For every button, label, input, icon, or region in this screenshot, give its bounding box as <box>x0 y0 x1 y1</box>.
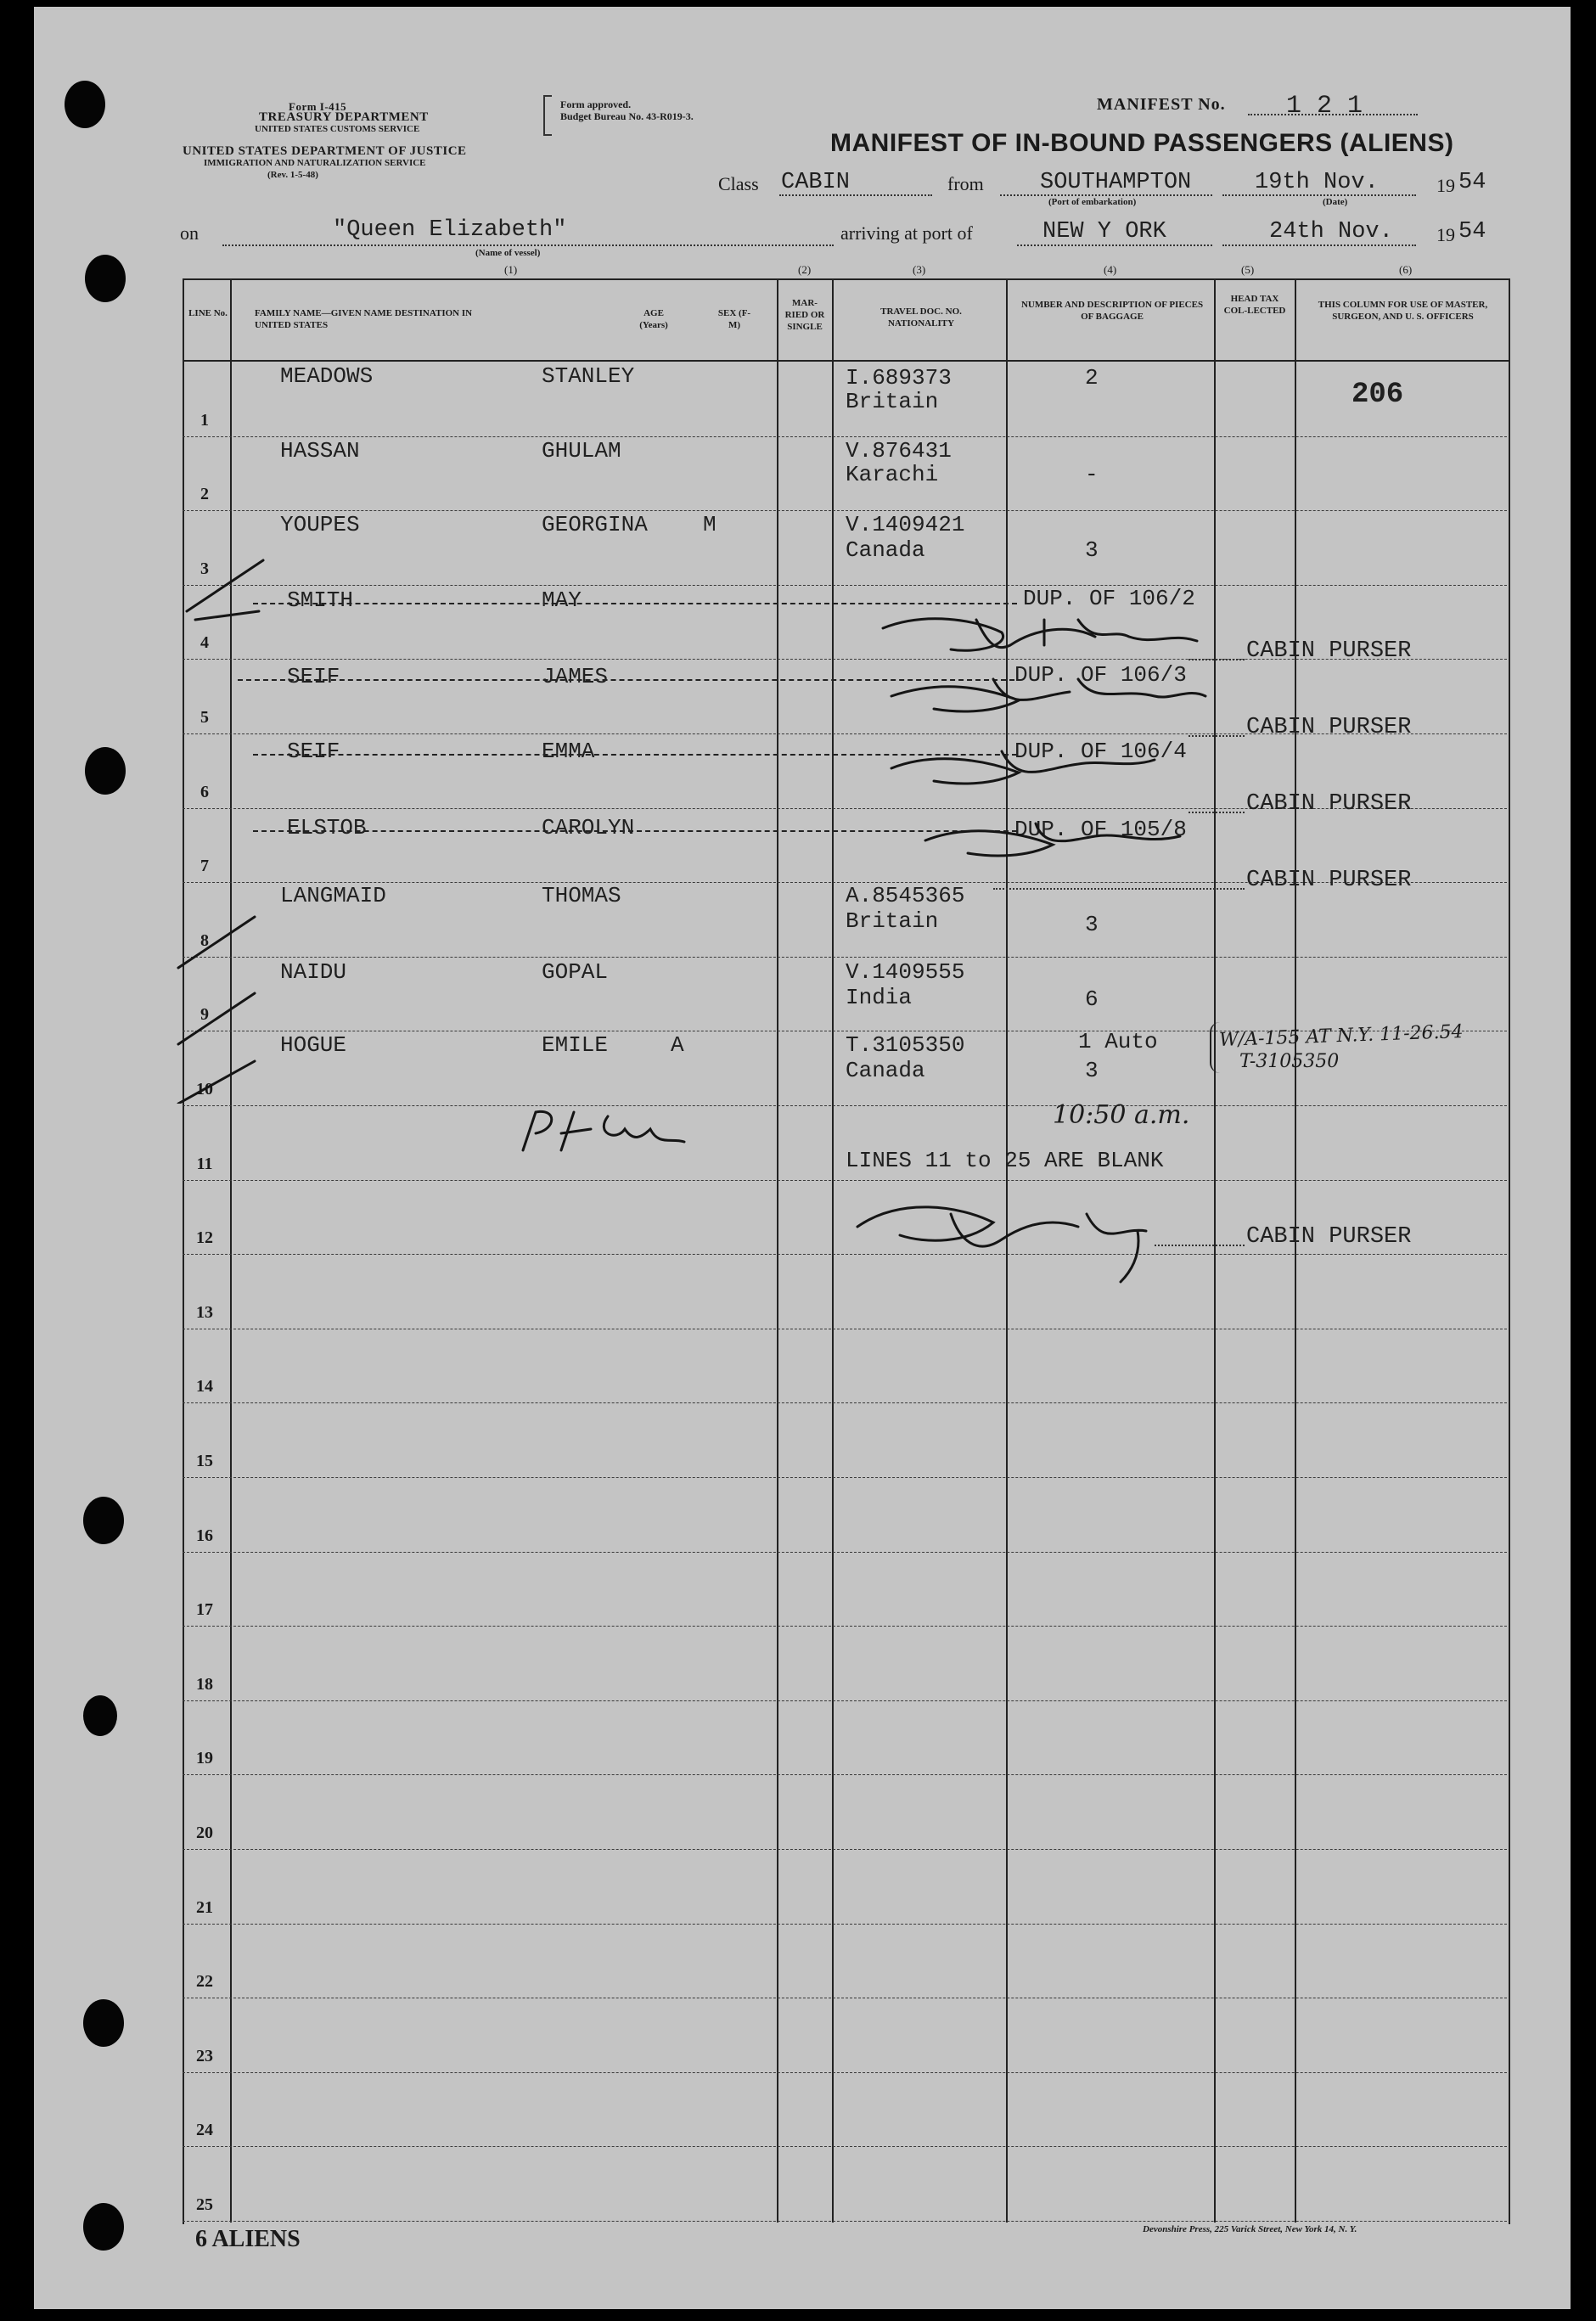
travel-doc: V.1409555 <box>846 959 965 985</box>
manifest-table <box>183 278 1510 2224</box>
class-label: Class <box>718 173 759 194</box>
handwritten-time: 10:50 a.m. <box>1053 1100 1190 1130</box>
purser-label: CABIN PURSER <box>1246 1224 1412 1250</box>
family-name: NAIDU <box>280 959 347 985</box>
row-divider <box>183 957 1507 958</box>
family-name: LANGMAID <box>280 883 386 908</box>
travel-doc: V.876431 <box>846 438 952 464</box>
given-name: GEORGINA <box>542 512 648 537</box>
embark-port: SOUTHAMPTON <box>1040 170 1192 195</box>
family-name: HOGUE <box>280 1032 347 1058</box>
purser-label: CABIN PURSER <box>1246 868 1412 893</box>
nationality: Karachi <box>846 462 939 487</box>
travel-doc: I.689373 <box>846 365 952 391</box>
line-number: 12 <box>196 1228 213 1247</box>
col-head-baggage: NUMBER AND DESCRIPTION OF PIECES OF BAGGAGE <box>1020 300 1204 322</box>
col-head-name: FAMILY NAME—GIVEN NAME DESTINATION IN UNITED STATES <box>255 308 473 330</box>
family-name: SEIF <box>287 664 340 689</box>
given-name: EMMA <box>542 739 595 764</box>
travel-doc: T.3105350 <box>846 1032 965 1058</box>
given-name: EMILE <box>542 1032 609 1058</box>
nationality: Canada <box>846 1058 925 1083</box>
baggage-count: 3 <box>1085 912 1099 937</box>
sex-value: M <box>703 512 717 537</box>
treasury-dept: TREASURY DEPARTMENT <box>259 110 429 124</box>
baggage-count: 2 <box>1085 365 1099 391</box>
punch-hole <box>83 1497 124 1544</box>
punch-hole <box>83 2203 124 2251</box>
class-value: CABIN <box>781 170 851 195</box>
line-number: 23 <box>196 2047 213 2065</box>
vessel-caption: (Name of vessel) <box>475 248 541 258</box>
given-name: JAMES <box>542 664 609 689</box>
form-approved: Form approved. <box>560 98 632 110</box>
header-divider <box>183 360 1509 362</box>
nationality: Britain <box>846 908 939 934</box>
baggage-count: 6 <box>1085 986 1099 1012</box>
bracket-mark <box>543 95 552 136</box>
purser-label: CABIN PURSER <box>1246 638 1412 664</box>
given-name: GOPAL <box>542 959 609 985</box>
purser-signature <box>849 1180 1189 1290</box>
embark-caption: (Port of embarkation) <box>1048 197 1137 207</box>
row-divider <box>183 585 1507 586</box>
dup-note: DUP. OF 106/3 <box>1014 662 1187 688</box>
given-name: THOMAS <box>542 883 621 908</box>
row-divider <box>183 1105 1507 1106</box>
line-number: 11 <box>196 1155 213 1173</box>
baggage-count: 3 <box>1085 537 1099 563</box>
row-divider <box>183 2221 1507 2222</box>
manifest-no-label: MANIFEST No. <box>1097 95 1226 114</box>
handwritten-note: W/A-155 AT N.Y. 11-26.54 <box>1218 1020 1464 1052</box>
col-divider <box>832 280 834 2223</box>
vessel-line <box>222 244 834 246</box>
family-name: ELSTOB <box>287 815 367 840</box>
row-divider <box>183 436 1507 437</box>
line-number: 8 <box>200 931 209 950</box>
travel-doc: A.8545365 <box>846 883 965 908</box>
line-number: 22 <box>196 1972 213 1991</box>
travel-doc: V.1409421 <box>846 512 965 537</box>
col-head-married: MAR-RIED OR SINGLE <box>784 298 825 332</box>
handwritten-note: T-3105350 <box>1239 1051 1340 1072</box>
revision: (Rev. 1-5-48) <box>267 170 318 180</box>
line-number: 6 <box>200 783 209 801</box>
nationality: Britain <box>846 389 939 414</box>
col-head-sex: SEX (F-M) <box>717 308 751 330</box>
officer-signature <box>514 1104 786 1163</box>
form-number: Form I-415 <box>289 100 347 113</box>
arrival-year: 54 <box>1458 219 1486 244</box>
family-name: MEADOWS <box>280 363 374 389</box>
depart-year: 54 <box>1458 170 1486 195</box>
year-prefix-1: 19 <box>1436 175 1455 196</box>
line-number: 5 <box>200 708 209 727</box>
family-name: HASSAN <box>280 438 360 464</box>
line-number: 20 <box>196 1824 213 1842</box>
row-divider <box>183 1626 1507 1627</box>
given-name: GHULAM <box>542 438 621 464</box>
budget-bureau: Budget Bureau No. 43-R019-3. <box>560 110 694 122</box>
col-num-5: (5) <box>1241 263 1255 276</box>
year-prefix-2: 19 <box>1436 224 1455 245</box>
row-divider <box>183 1774 1507 1775</box>
col-num-6: (6) <box>1399 263 1413 276</box>
row-divider <box>183 1924 1507 1925</box>
line-number: 7 <box>200 857 209 875</box>
line-number: 3 <box>200 559 209 578</box>
line-number: 13 <box>196 1303 213 1322</box>
arrival-port-line <box>1017 244 1212 246</box>
row-divider <box>183 510 1507 511</box>
arrival-date-line <box>1222 244 1416 246</box>
baggage-count: 3 <box>1085 1058 1099 1083</box>
col-num-3: (3) <box>913 263 926 276</box>
line-number: 24 <box>196 2121 213 2139</box>
nationality: Canada <box>846 537 925 563</box>
depart-date: 19th Nov. <box>1255 170 1379 195</box>
line-number: 21 <box>196 1898 213 1917</box>
line-number: 1 <box>200 411 209 430</box>
line-number: 4 <box>200 633 209 652</box>
dup-note: DUP. OF 106/4 <box>1014 739 1187 764</box>
blank-lines-note: LINES 11 to 25 ARE BLANK <box>846 1148 1164 1173</box>
row-divider <box>183 2072 1507 2073</box>
alien-count: 6 ALIENS <box>195 2226 301 2252</box>
row-divider <box>183 2146 1507 2147</box>
line-number: 9 <box>200 1005 209 1024</box>
given-name: MAY <box>542 587 582 613</box>
row-divider <box>183 1402 1507 1403</box>
line-number: 15 <box>196 1452 213 1470</box>
customs-service: UNITED STATES CUSTOMS SERVICE <box>255 124 420 134</box>
sex-value: A <box>671 1032 684 1058</box>
purser-signature <box>874 594 1231 900</box>
dup-note: DUP. OF 106/2 <box>1023 586 1195 611</box>
punch-hole <box>83 1695 117 1736</box>
punch-hole <box>85 255 126 302</box>
punch-hole <box>85 747 126 795</box>
dup-note: DUP. OF 105/8 <box>1014 817 1187 842</box>
col-num-4: (4) <box>1104 263 1117 276</box>
given-name: STANLEY <box>542 363 635 389</box>
line-number: 16 <box>196 1526 213 1545</box>
manifest-number: 1 2 1 <box>1286 92 1363 121</box>
col-head-officers: THIS COLUMN FOR USE OF MASTER, SURGEON, AND U. S. OFFICERS <box>1318 300 1488 322</box>
line-number: 19 <box>196 1749 213 1767</box>
col-head-line: LINE No. <box>188 308 228 318</box>
given-name: CAROLYN <box>542 815 635 840</box>
purser-label: CABIN PURSER <box>1246 715 1412 740</box>
line-number: 10 <box>196 1080 213 1099</box>
family-name: YOUPES <box>280 512 360 537</box>
officer-note: 206 <box>1352 379 1404 411</box>
line-number: 17 <box>196 1600 213 1619</box>
on-label: on <box>180 222 199 244</box>
line-number: 18 <box>196 1675 213 1694</box>
col-num-2: (2) <box>798 263 812 276</box>
arrival-port: NEW Y ORK <box>1042 219 1166 244</box>
punch-hole <box>65 81 105 128</box>
row-divider <box>183 1700 1507 1701</box>
baggage-count: 1 Auto <box>1078 1029 1158 1054</box>
line-number: 25 <box>196 2195 213 2214</box>
arriving-label: arriving at port of <box>840 222 973 244</box>
col-divider <box>1295 280 1296 2223</box>
col-divider <box>1214 280 1216 2223</box>
row-divider <box>183 1180 1507 1181</box>
bracket-mark <box>1210 1022 1223 1073</box>
arrival-date: 24th Nov. <box>1269 219 1393 244</box>
tick-marks <box>170 475 272 1104</box>
family-name: SMITH <box>287 587 354 613</box>
purser-label: CABIN PURSER <box>1246 791 1412 817</box>
family-name: SEIF <box>287 739 340 764</box>
col-num-1: (1) <box>504 263 518 276</box>
justice-dept: UNITED STATES DEPARTMENT OF JUSTICE <box>183 144 467 158</box>
col-head-headtax: HEAD TAX COL-LECTED <box>1223 294 1286 316</box>
row-divider <box>183 1254 1507 1255</box>
col-head-travel: TRAVEL DOC. NO. NATIONALITY <box>880 306 962 329</box>
line-number: 2 <box>200 485 209 503</box>
from-label: from <box>947 173 984 194</box>
printer-credit: Devonshire Press, 225 Varick Street, New York 14, N. Y. <box>1143 2224 1357 2234</box>
vessel-name: "Queen Elizabeth" <box>333 217 567 243</box>
col-head-age: AGE (Years) <box>639 308 668 330</box>
ins-service: IMMIGRATION AND NATURALIZATION SERVICE <box>204 158 426 168</box>
page-title: MANIFEST OF IN-BOUND PASSENGERS (ALIENS) <box>830 129 1454 157</box>
col-divider <box>777 280 778 2223</box>
row-divider <box>183 1552 1507 1553</box>
baggage-count: - <box>1085 462 1099 487</box>
nationality: India <box>846 985 913 1010</box>
line-number: 14 <box>196 1377 213 1396</box>
row-divider <box>183 1477 1507 1478</box>
punch-hole <box>83 1999 124 2047</box>
date-caption: (Date) <box>1323 197 1348 207</box>
row-divider <box>183 1849 1507 1850</box>
